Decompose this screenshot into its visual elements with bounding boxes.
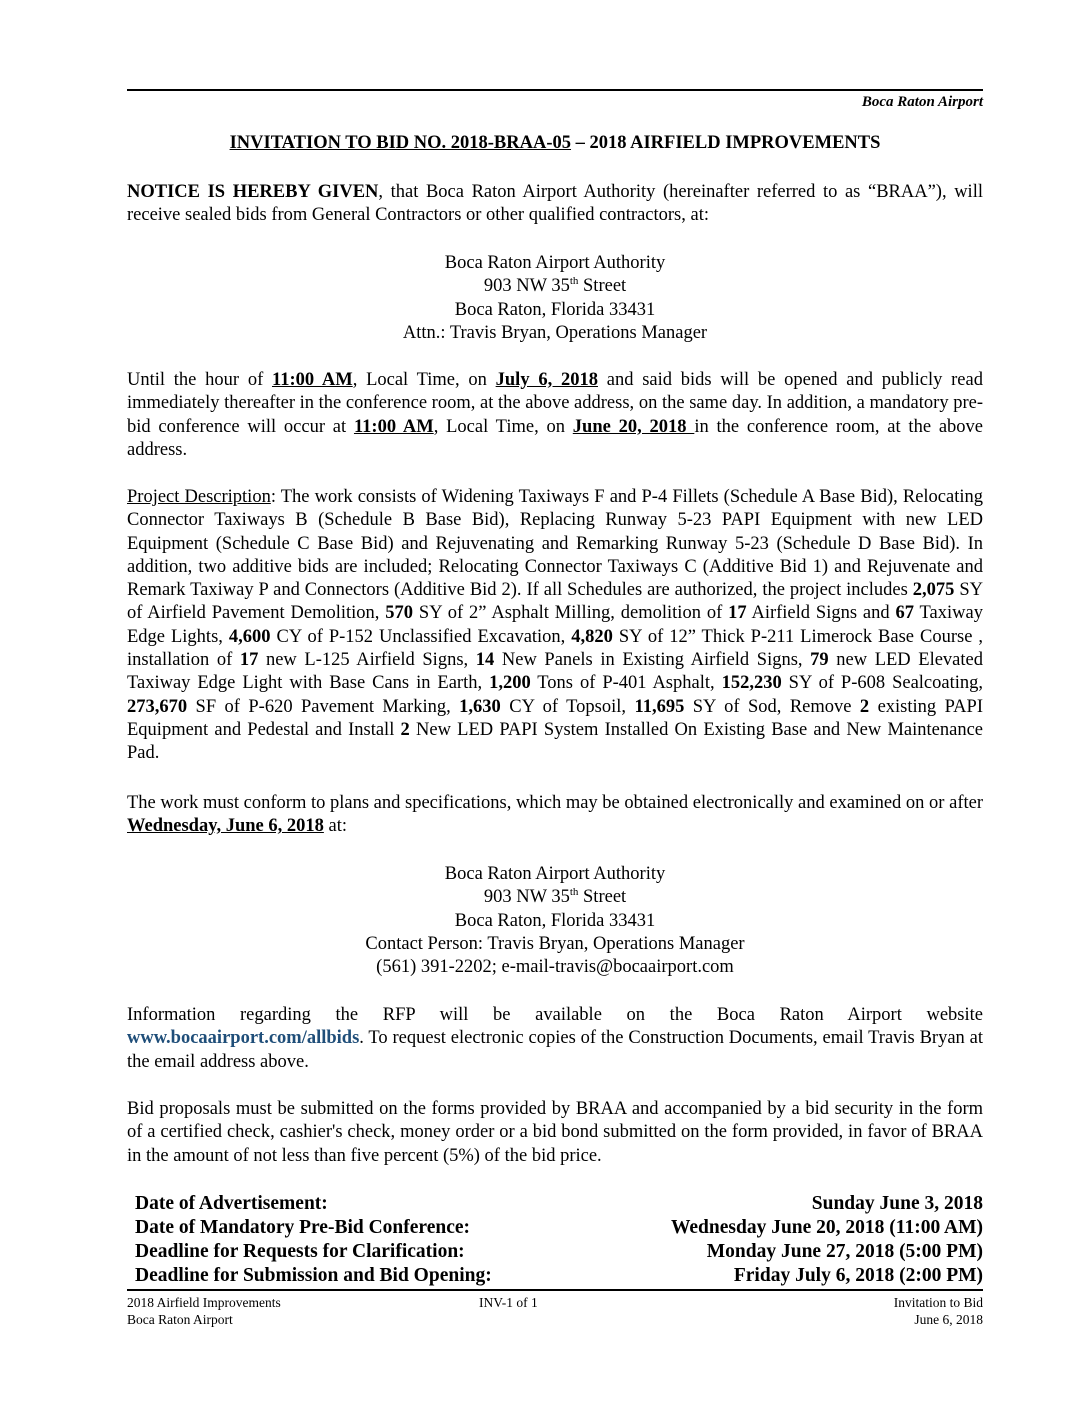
project-description: Project Description: The work consists of Widening Taxiways F and P-4 Fillets (Schedule A Base Bid), Relocating Connector Taxiways B (Schedule B Base Bid), Replacing Runway 5-23 PAPI Equipment with new LED Equipment (Schedule C Base Bid) and Rejuvenating and Remarking Runway 5-23 (Schedule D Base Bid). In addition, two additive bids are included; Relocating Connector Taxiways C (Additive Bid 1) and Rejuvenate and Remark Taxiway P and Connectors (Additive Bid 2). If all Schedules are authorized, the project includes 2,075 SY of Airfield Pavement Demolition, 570 SY of 2” Asphalt Milling, demolition of 17 Airfield Signs and 67 Taxiway Edge Lights, 4,600 CY of P-152 Unclassified Excavation, 4,820 SY of 12” Thick P-211 Limerock Base Course , installation of 17 new L-125 Airfield Signs, 14 New Panels in Existing Airfield Signs, 79 new LED Elevated Taxiway Edge Light with Base Cans in Earth, 1,200 Tons of P-401 Asphalt, 152,230 SY of P-608 Sealcoating, 273,670 SF of P-620 Pavement Marking, 1,630 CY of Topsoil, 11,695 SY of Sod, Remove 2 existing PAPI Equipment and Pedestal and Install 2 New LED PAPI System Installed On Existing Base and New Maintenance Pad. — [127, 487, 984, 764]
header-rule — [127, 89, 983, 91]
address-city: Boca Raton, Florida 33431 — [454, 910, 656, 931]
key-dates — [135, 1192, 983, 1288]
prebid-time: 11:00 AM — [353, 416, 434, 437]
footer-right: Invitation to Bid June 6, 2018 — [893, 1295, 983, 1327]
footer-page-number: INV-1 of 1 — [479, 1295, 538, 1310]
allbids-link[interactable]: www.bocaairport.com/allbids — [127, 1028, 360, 1049]
notice-lead: NOTICE IS HEREBY GIVEN — [127, 182, 379, 202]
date-row-submission: Deadline for Submission and Bid Opening: Friday July 6, 2018 (2:00 PM) — [135, 1265, 983, 1286]
header-org: Boca Raton Airport — [861, 94, 983, 110]
address-phone-email: (561) 391-2202; e-mail-travis@bocaairport.com — [376, 957, 734, 978]
page-title — [127, 133, 983, 154]
footer-rule — [127, 1289, 983, 1291]
address-block-2 — [127, 863, 983, 979]
notice-text: , that Boca Raton Airport Authority (hereinafter referred to as “BRAA”), will receive sealed bids from General Contractors or other qualified contractors, at: — [127, 182, 983, 226]
bid-time: 11:00 AM — [271, 370, 353, 390]
address-street: 903 NW 35th Street — [483, 886, 627, 908]
title-bid-number: INVITATION TO BID NO. 2018-BRAA-05 — [229, 133, 572, 153]
info-paragraph: Information regarding the RFP will be available on the Boca Raton Airport website www.bocaairport.com/allbids. To request electronic copies of the Construction Documents, email Travis Bryan at the email address above. — [127, 1005, 983, 1072]
address-block-1 — [127, 252, 983, 345]
proposals-paragraph: Bid proposals must be submitted on the forms provided by BRAA and accompanied by a bid security in the form of a certified check, cashier's check, money order or a bid bond submitted on the form provided, in favor of BRAA in the amount of not less than five percent (5%) of the bid price. — [127, 1099, 983, 1166]
date-row-advertisement: Date of Advertisement: Sunday June 3, 2018 — [135, 1193, 983, 1214]
address-org: Boca Raton Airport Authority — [444, 864, 666, 884]
address-contact: Contact Person: Travis Bryan, Operations Manager — [365, 933, 745, 954]
address-city: Boca Raton, Florida 33431 — [454, 299, 656, 320]
project-label: Project Description — [127, 487, 271, 507]
address-street: 903 NW 35th Street — [483, 275, 627, 297]
date-row-prebid: Date of Mandatory Pre-Bid Conference: Wednesday June 20, 2018 (11:00 AM) — [135, 1217, 983, 1238]
title-project: – 2018 AIRFIELD IMPROVEMENTS — [571, 133, 881, 153]
plans-date: Wednesday, June 6, 2018 — [127, 816, 324, 837]
footer-left: 2018 Airfield Improvements Boca Raton Airport — [127, 1295, 281, 1327]
address-attn: Attn.: Travis Bryan, Operations Manager — [402, 322, 708, 343]
notice-paragraph — [127, 181, 983, 228]
prebid-date: June 20, 2018 — [572, 416, 695, 437]
bid-date: July 6, 2018 — [495, 370, 598, 390]
timing-paragraph: Until the hour of 11:00 AM, Local Time, on July 6, 2018 and said bids will be opened and publicly read immediately thereafter in the conference room, at the above address, on the same day. In addition, a mandatory pre-bid conference will occur at 11:00 AM, Local Time, on June 20, 2018 in the conference room, at the above address. — [127, 370, 983, 460]
address-org: Boca Raton Airport Authority — [444, 253, 666, 273]
date-row-clarification: Deadline for Requests for Clarification: Monday June 27, 2018 (5:00 PM) — [135, 1241, 983, 1262]
plans-paragraph: The work must conform to plans and specifications, which may be obtained electronically and examined on or after Wednesday, June 6, 2018 at: — [127, 793, 983, 837]
